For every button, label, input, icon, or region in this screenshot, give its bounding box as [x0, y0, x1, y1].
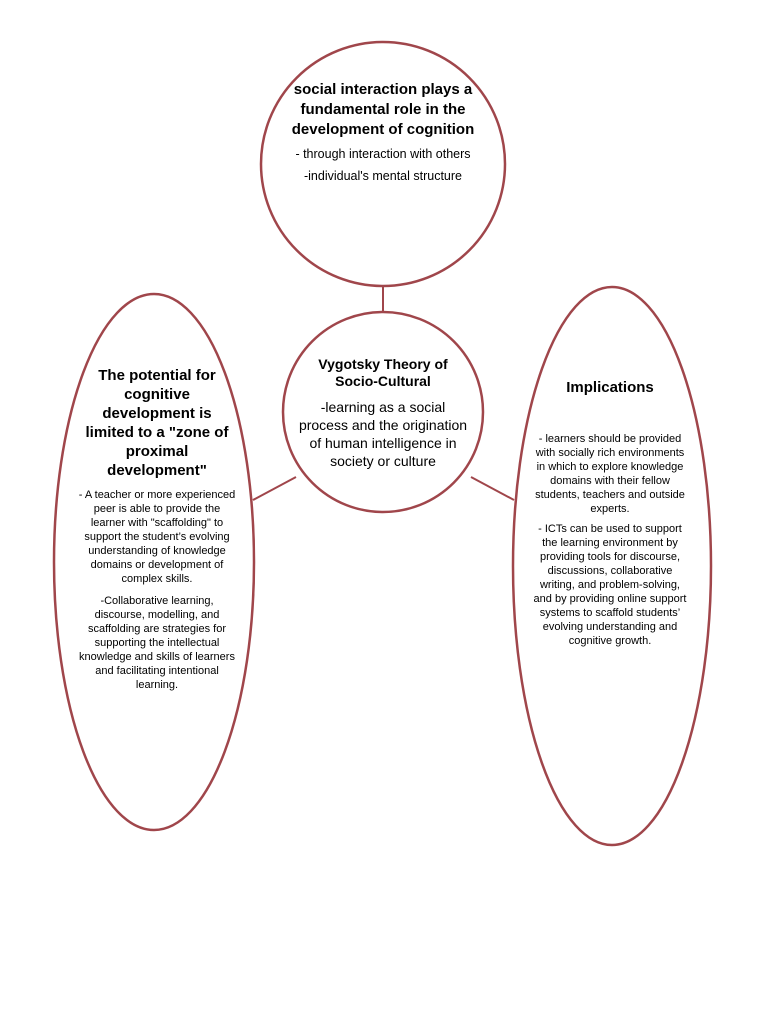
left-node-point-1: - A teacher or more experienced peer is able to provide the learner with "scaffolding" to support the student’s evolving understanding of knowledge domains or development of complex skills.	[78, 489, 236, 585]
right-node-title: Implications	[566, 379, 654, 396]
right-node	[530, 378, 690, 654]
left-node	[78, 366, 236, 700]
center-node-title: Vygotsky Theory of Socio-Cultural	[318, 356, 448, 389]
center-node-body: -learning as a social process and the origination of human intelligence in society or culture	[298, 399, 468, 469]
right-node-point-1: - learners should be provided with socially rich environments in which to explore knowledge domains with their fellow students, teachers and outside experts.	[535, 433, 685, 515]
center-node	[298, 356, 468, 470]
right-node-point-2: - ICTs can be used to support the learning environment by providing tools for discourse, discussions, collaborative writing, and problem-solving, and by providing online support systems to scaffold students’ evolving understanding and cognitive growth.	[533, 523, 687, 647]
left-node-point-2: -Collaborative learning, discourse, modelling, and scaffolding are strategies for supporting the intellectual knowledge and skills of learners and facilitating intentional learning.	[79, 595, 235, 691]
connector-right-center	[471, 477, 514, 500]
top-node	[290, 80, 476, 190]
top-node-point-2: -individual's mental structure	[303, 169, 462, 183]
top-node-title: social interaction plays a fundamental role in the development of cognition	[291, 81, 475, 138]
top-node-point-1: - through interaction with others	[295, 147, 471, 161]
connector-left-center	[253, 477, 296, 500]
left-node-title: The potential for cognitive development is limited to a "zone of proximal development"	[85, 367, 229, 479]
